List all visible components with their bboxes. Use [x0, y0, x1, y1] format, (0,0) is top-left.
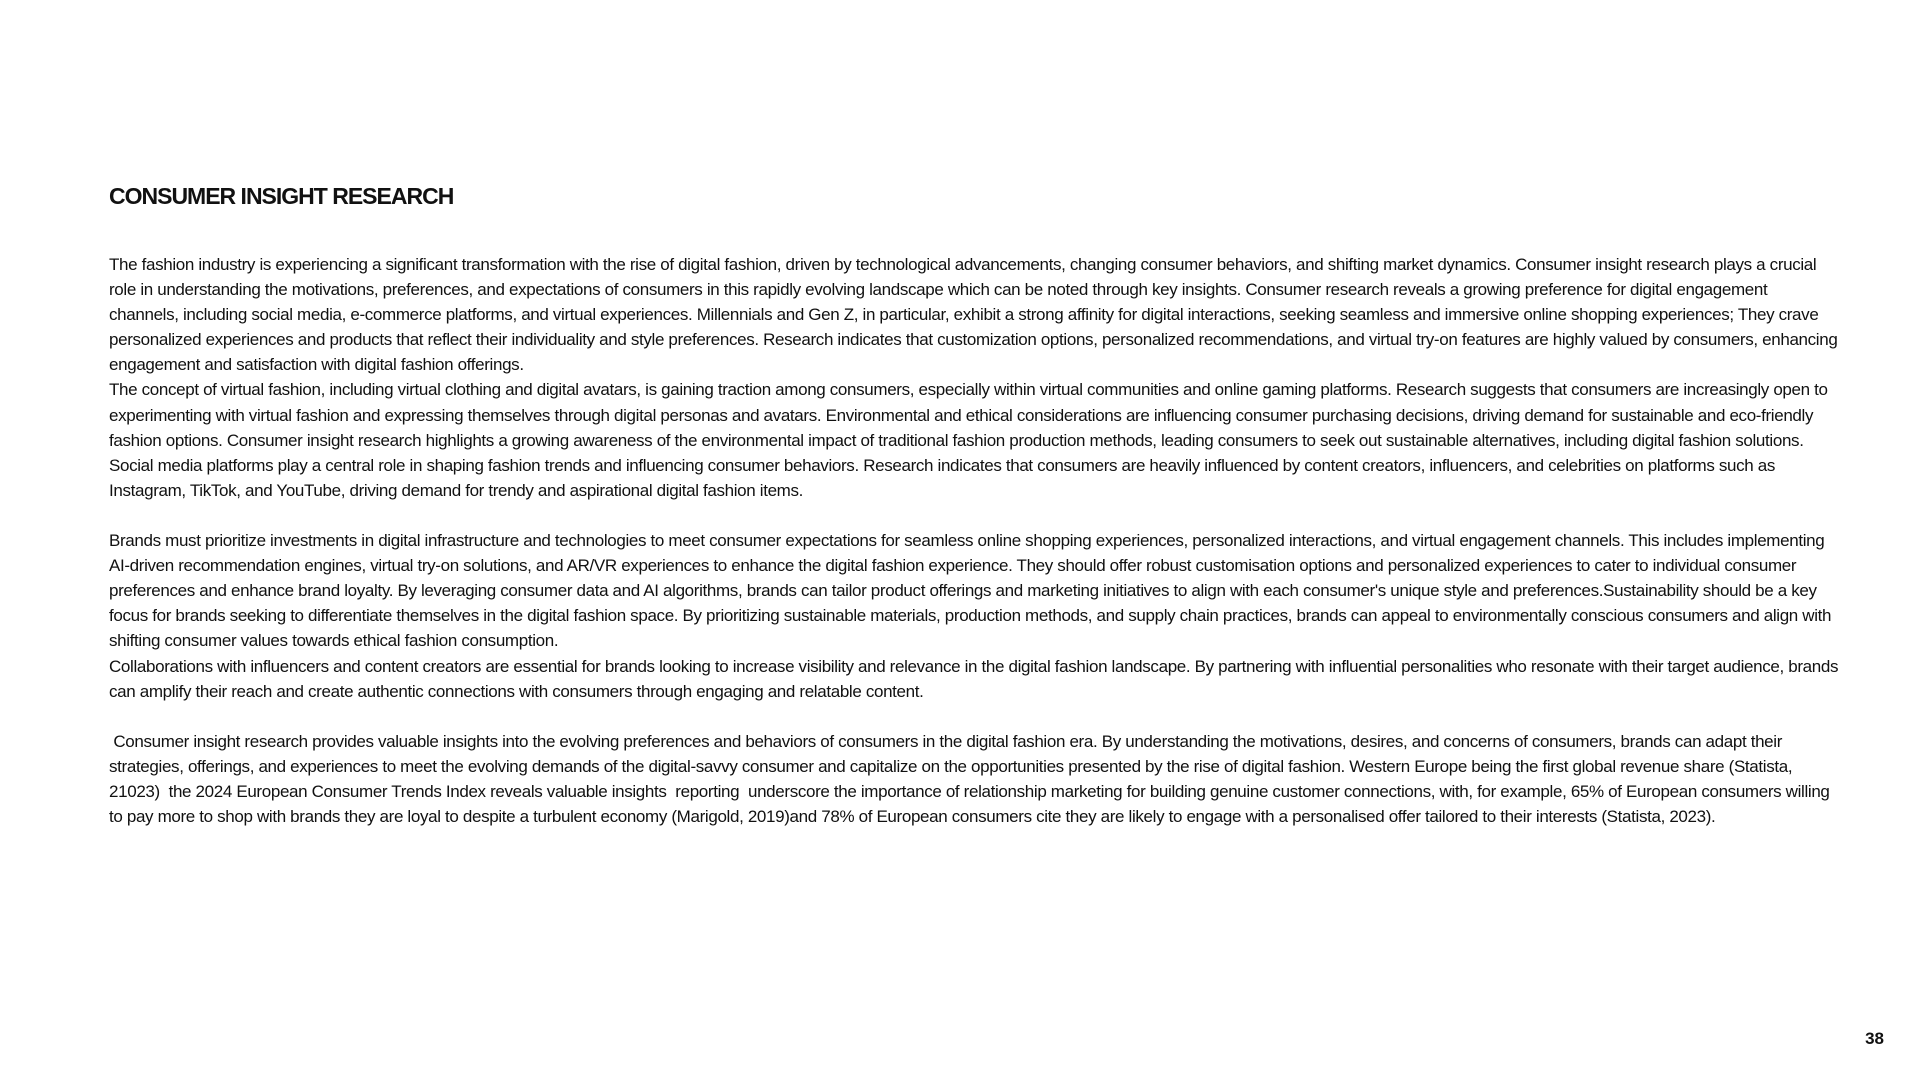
paragraph-collaborations: Collaborations with influencers and content creators are essential for brands looking to increase visibility and relevance in the digital fashion landscape. By partnering with influential personalities who resonate with their target audience, brands can amplify their reach and create authentic connections with consumers through engaging and relatable content.: [109, 656, 1839, 701]
paragraph-virtual-fashion: The concept of virtual fashion, including virtual clothing and digital avatars, is gaining traction among consumers, especially within virtual communities and online gaming platforms. Research suggests that consumers are increasingly open to experimenting with virtual fashion and expressing themselves through digital personas and avatars. Environmental and ethical considerations are influencing consumer purchasing decisions, driving demand for sustainable and eco-friendly fashion options. Consumer insight research highlights a growing awareness of the environmental impact of traditional fashion production methods, leading consumers to seek out sustainable alternatives, including digital fashion solutions.: [109, 380, 1828, 450]
paragraph-spacer: [109, 704, 1839, 729]
paragraph-spacer: [109, 503, 1839, 528]
body-text: [109, 252, 1839, 829]
paragraph-social-media: Social media platforms play a central role in shaping fashion trends and influencing consumer behaviors. Research indicates that consumers are heavily influenced by content creators, influencers, and celebrities on platforms such as Instagram, TikTok, and YouTube, driving demand for trendy and aspirational digital fashion items.: [109, 455, 1776, 500]
page-title: CONSUMER INSIGHT RESEARCH: [109, 183, 454, 209]
paragraph-brand-priorities: Brands must prioritize investments in digital infrastructure and technologies to meet consumer expectations for seamless online shopping experiences, personalized interactions, and virtual engagement channels. This includes implementing AI-driven recommendation engines, virtual try-on solutions, and AR/VR experiences to enhance the digital fashion experience. They should offer robust customisation options and personalized experiences to cater to individual consumer preferences and enhance brand loyalty. By leveraging consumer data and AI algorithms, brands can tailor product offerings and marketing initiatives to align with each consumer's unique style and preferences.Sustainability should be a key focus for brands seeking to differentiate themselves in the digital fashion space. By prioritizing sustainable materials, production methods, and supply chain practices, brands can appeal to environmentally conscious consumers and align with shifting consumer values towards ethical fashion consumption.: [109, 531, 1832, 651]
paragraph-digital-transformation: The fashion industry is experiencing a significant transformation with the rise of digital fashion, driven by technological advancements, changing consumer behaviors, and shifting market dynamics. Consumer insight research plays a crucial role in understanding the motivations, preferences, and expectations of consumers in this rapidly evolving landscape which can be noted through key insights. Consumer research reveals a growing preference for digital engagement channels, including social media, e-commerce platforms, and virtual experiences. Millennials and Gen Z, in particular, exhibit a strong affinity for digital interactions, seeking seamless and immersive online shopping experiences; They crave personalized experiences and products that reflect their individuality and style preferences. Research indicates that customization options, personalized recommendations, and virtual try-on features are highly valued by consumers, enhancing engagement and satisfaction with digital fashion offerings.: [109, 255, 1838, 375]
page-number: 38: [1865, 1029, 1884, 1048]
paragraph-conclusion: Consumer insight research provides valuable insights into the evolving preferences and behaviors of consumers in the digital fashion era. By understanding the motivations, desires, and concerns of consumers, brands can adapt their strategies, offerings, and experiences to meet the evolving demands of the digital-savvy consumer and capitalize on the opportunities presented by the rise of digital fashion. Western Europe being the first global revenue share (Statista, 21023) the 2024 European Consumer Trends Index reveals valuable insights reporting underscore the importance of relationship marketing for building genuine customer connections, with, for example, 65% of European consumers willing to pay more to shop with brands they are loyal to despite a turbulent economy (Marigold, 2019)and 78% of European consumers cite they are likely to engage with a personalised offer tailored to their interests (Statista, 2023).: [109, 731, 1834, 827]
